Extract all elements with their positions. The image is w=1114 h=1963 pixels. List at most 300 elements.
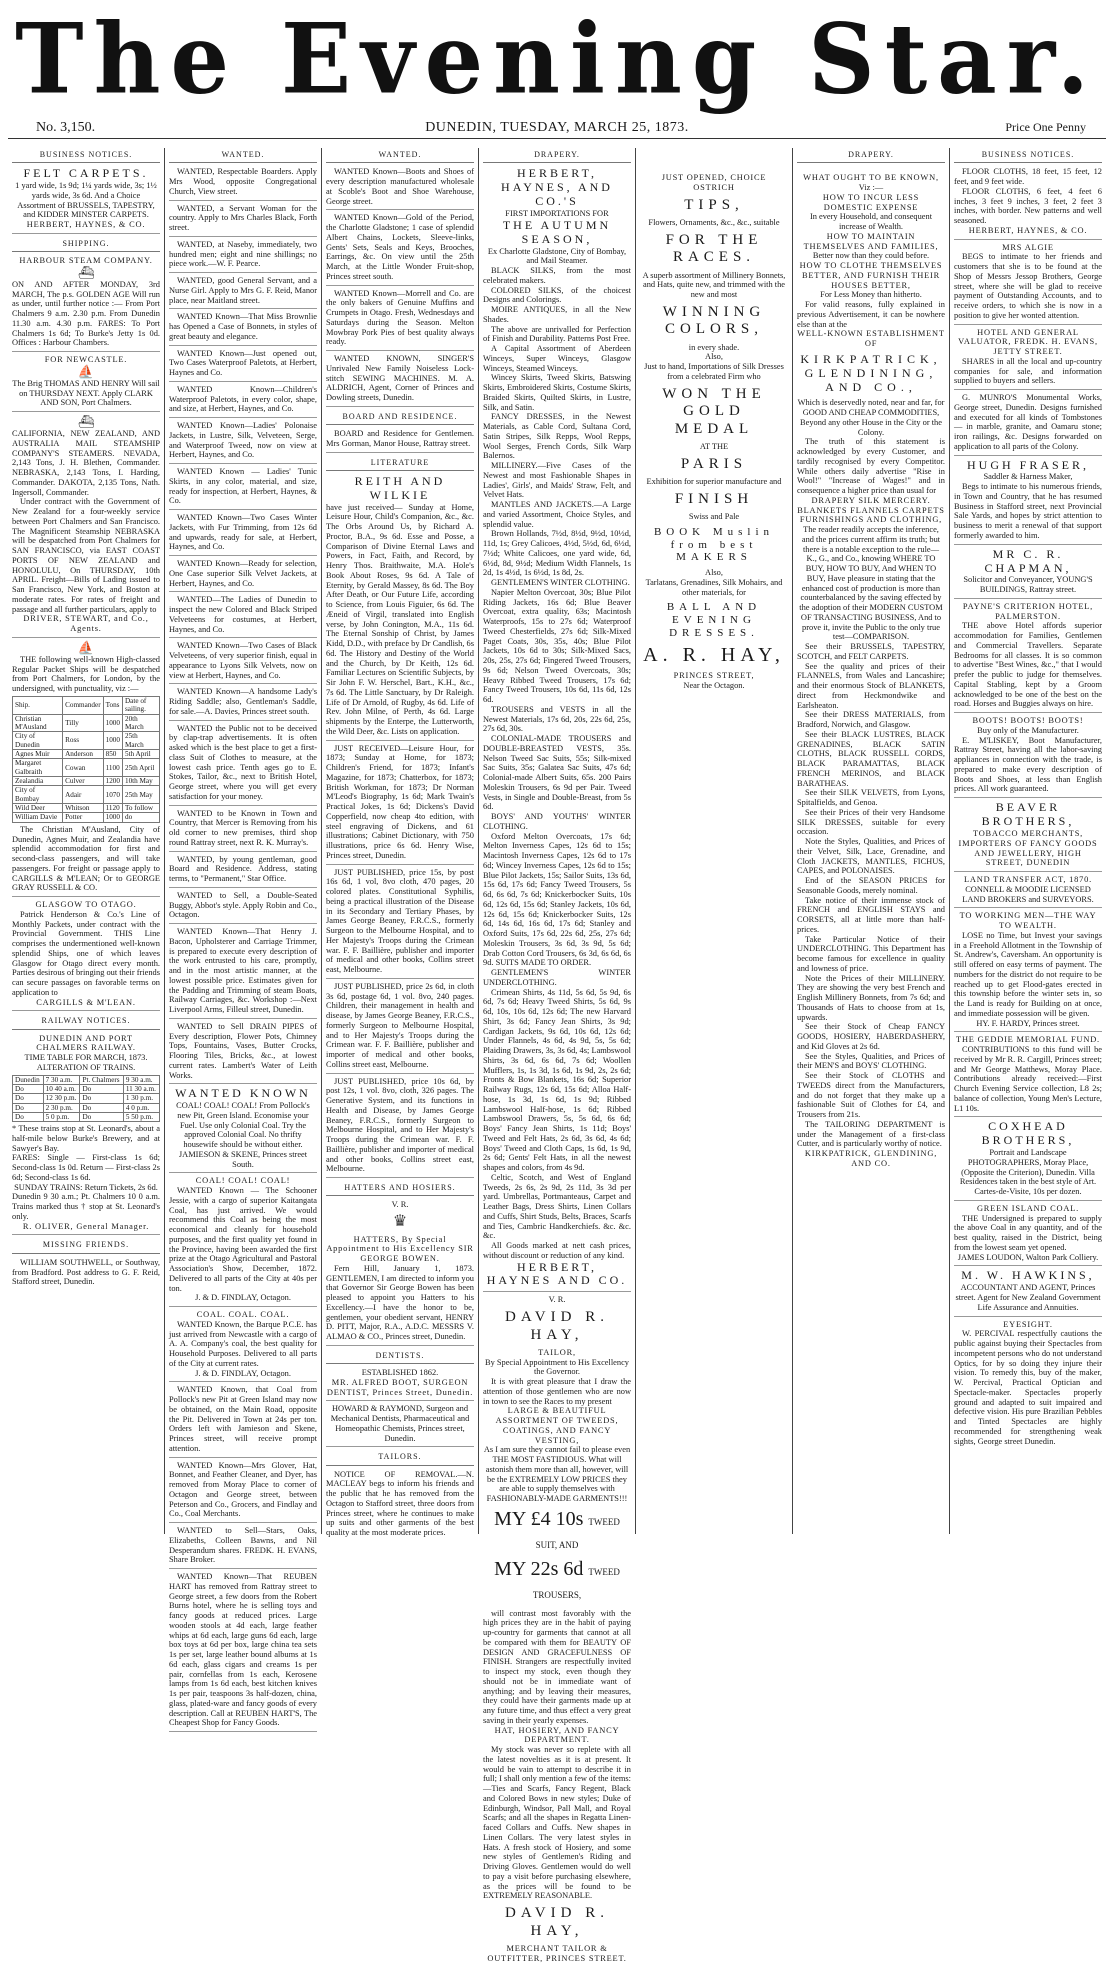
ad-signature: JAMES LOUDON, Walton Park Colliery. xyxy=(957,1252,1099,1262)
ad-body: The Brig THOMAS AND HENRY Will sail on THURSDAY NEXT. Apply CLARK AND SON, Port Chalmers. xyxy=(12,378,160,408)
ad-body-detail: Under contract with the Government of New Zealand for a four-weekly service between Port Chalmers and San Francisco. The Magnificent Steamship NEBRASKA will be despatched from Port Chalmers for SAN FRANCISCO, via EAST COAST PORTS OF NEW ZEALAND and HONOLULU, On THURSDAY, 10th APRIL. Freight—Bills of Lading issued to San Francisco, New York, and Boston at moderate rates. For rates of freight and passage and all further particulars, apply to xyxy=(12,497,160,614)
see-item: See their Prices of their very Handsome SILK DRESSES, suitable for every occasion. xyxy=(797,807,945,837)
ad-heading: WELL-KNOWN ESTABLISHMENT OF xyxy=(797,329,945,349)
ad-body: ON AND AFTER MONDAY, 3rd MARCH, The p.s. GOLDEN AGE Will run as under, until further notice :— From Port Chalmers 9 a.m. 2.30 p.m. From Dunedin 11.30 a.m. 4.30 p.m. FARES: To Port Chalmers 1s 6d; To Burke's Jetty 1s 0d. Offices : Harbour Chambers. xyxy=(12,279,160,348)
column-a-r-hay xyxy=(636,148,793,1534)
ad-title: MR. ALFRED BOOT, SURGEON DENTIST, Princes Street, Dunedin. xyxy=(326,1377,474,1397)
ad-footer: The Christian M'Ausland, City of Dunedin, Agnes Muir, and Zealandia have splendid accommodation for first and second-class passengers, and will take passengers. For freight or passage apply to CARGILLS & M'LEAN; Or to GEORGE GRAY RUSSELL & CO. xyxy=(12,824,160,893)
ad-title: BEAVER BROTHERS, xyxy=(981,800,1075,829)
hotel-valuator-ad xyxy=(954,328,1102,391)
ad-ships: Ex Charlotte Gladstone, City of Bombay, and Mail Steamer. xyxy=(487,246,627,266)
ad-body: W. PERCIVAL respectfully cautions the public against buying their Spectacles from incompetent persons who do not understand Optics, for by so doing they injure their vision. To remedy this, buy of the maker, W. Percival, Practical Optician and Spectacle-maker. Spectacles properly ground and adapted to suit impaired and defective vision. His pure Brazilian Pebbles and Tinted Spectacles are highly recommended for strengthening weak sights, George street Dunedin. xyxy=(954,1329,1102,1446)
railway-ad xyxy=(12,1034,160,1236)
ad-signature: HERBERT, HAYNES, & CO. xyxy=(954,226,1102,240)
ad-title: COXHEAD BROTHERS, xyxy=(981,1119,1075,1148)
ad-title: TO WORKING MEN—THE WAY TO WEALTH. xyxy=(959,911,1097,931)
table-row xyxy=(13,1112,160,1121)
table-cell: 1200 xyxy=(103,777,122,786)
wanted-ad: WANTED, Respectable Boarders. Apply Mrs Wood, opposite Congregational Church, View street. xyxy=(169,167,317,200)
table-cell: 1000 xyxy=(103,732,122,750)
table-header-row xyxy=(13,696,160,714)
table-cell: Do xyxy=(80,1084,123,1093)
tips-heading: TIPS, xyxy=(684,196,744,213)
wanted-ad: WANTED, at Naseby, immediately, two hundred men; eight and nine shillings; no piece work.—W. F. Pearce. xyxy=(169,240,317,273)
wanted-ad: WANTED Known—Ready for selection, One Case superior Silk Velvet Jackets, at Herbert, Haynes, and Co. xyxy=(169,559,317,592)
ad-body: WANTED Known — The Schooner Jessie, with a cargo of superior Kaitangata Coal, has just arrived. We would recommend this Coal as being the most economical and cleanly for household purposes, and the first quality yet found in the Province, having been awarded the first prize at the Otago Agricultural and Pastoral Association's Show, December, 1872. Delivered to all parts of the City at 40s per ton. xyxy=(169,1186,317,1293)
table-cell: 7 30 a.m. xyxy=(43,1075,80,1084)
ad-signature: DRIVER, STEWART, and Co., Agents. xyxy=(23,614,149,634)
hawkins-ad xyxy=(954,1269,1102,1316)
ad-lines xyxy=(483,266,631,1261)
section-heading: WANTED. xyxy=(169,148,317,163)
ad-signature: CARGILLS & M'LEAN. xyxy=(36,997,136,1007)
ad-heading: HOW TO CLOTHE THEMSELVES BETTER, AND FURNISH THEIR HOUSES BETTER, xyxy=(799,261,943,290)
sunday-trains: SUNDAY TRAINS: Return Tickets, 2s 6d. xyxy=(14,1182,158,1192)
table-header: Date of sailing. xyxy=(122,696,159,714)
ad-body: TOBACCO MERCHANTS, IMPORTERS OF FANCY GOODS AND JEWELLERY, HIGH STREET, DUNEDIN xyxy=(958,829,1098,868)
table-cell: Christian M'Ausland xyxy=(13,714,63,732)
ad-line: MOIRE ANTIQUES, in all the New Shades. xyxy=(483,305,631,324)
wanted-list xyxy=(326,167,474,407)
table-cell: Agnes Muir xyxy=(13,750,63,759)
table-row xyxy=(13,1103,160,1112)
ad-body: BEGS to intimate to her friends and customers that she is to be found at the Shop of Messrs Jessop Brothers, George street, where she will be glad to receive payment of Outstanding Accounts, and to receive orders, to which she is now in a position to give her wonted attention. xyxy=(954,252,1102,320)
section-heading: RAILWAY NOTICES. xyxy=(12,1014,160,1029)
ad-title: DAVID R. HAY, xyxy=(505,1309,609,1343)
table-cell: Adair xyxy=(63,786,104,804)
section-heading: BUSINESS NOTICES. xyxy=(12,148,160,163)
ad-address: MERCHANT TAILOR & OUTFITTER, PRINCES STREET. xyxy=(487,1943,627,1963)
dateline xyxy=(8,118,1106,139)
table-cell: 5th April xyxy=(122,750,159,759)
ad-title: LAND TRANSFER ACT, 1870. xyxy=(963,875,1092,885)
steamship-icon: ⛴ xyxy=(77,414,95,430)
wanted-ad: WANTED Known—That Henry J. Bacon, Upholsterer and Carriage Trimmer, is prepared to execute every description of the work entrusted to his care, promptly, and in the most artistic manner, at the lowest possible price. Estimates given for the Padding and Trimming of steam Boats, Railway Carriages, &c. Workshop :—Next Liverpool Arms, Filleul street, Dunedin. xyxy=(169,927,317,1019)
table-row xyxy=(13,804,160,813)
price-item: TWEED TROUSERS, xyxy=(532,1567,620,1601)
wanted-ad: WANTED Known—Boots and Shoes of every description manufactured wholesale at Scoble's Boot and Shoe Warehouse, George street. xyxy=(326,167,474,210)
table-row xyxy=(13,750,160,759)
see-item: See their Stock of Cheap FANCY GOODS, HOSIERY, HABERDASHERY, and Kid Gloves at 2s 6d. xyxy=(797,1022,945,1051)
section-heading: DRAPERY. xyxy=(797,148,945,163)
table-cell: do xyxy=(122,813,159,822)
ad-line: Brown Hollands, 7½d, 8½d, 9½d, 10½d, 11d, 1s; Grey Calicoes, 4½d, 5½d, 6d, 6½d, 7½d; White Calicoes, one yard wide, 6d, 6½d, 8d, 9½d; Medium Width Flannels, 1s 2d, 1s 4½d, 1s 6½d, 1s 8d, 2s. xyxy=(483,529,631,578)
table-cell: 1100 xyxy=(103,759,122,777)
ad-line: Better now than they could before. xyxy=(812,251,930,261)
ad-body: CONNELL & MOODIE LICENSED LAND BROKERS and SURVEYORS. xyxy=(962,884,1094,904)
dentist-ad xyxy=(326,1368,474,1401)
column-business-notices xyxy=(950,148,1106,1534)
ad-line: Wincey Skirts, Tweed Skirts, Batswing Skirts, Embroidered Skirts, Costume Skirts, Braided Skirts, Quilted Skirts, in Lustre, Silk, and Satin. xyxy=(483,373,631,412)
ad-title: HERBERT, HAYNES, AND CO.'S xyxy=(501,166,613,209)
felt-carpets-ad xyxy=(12,167,160,234)
wanted-ad: WANTED to Sell DRAIN PIPES of Every description, Flower Pots, Chimney Tops, Fountains, Vases, Butter Crocks, Flooring Tiles, Bricks, &c., at lowest current rates. Lambert's Water of Leith Works. xyxy=(169,1022,317,1085)
ad-title: M. W. HAWKINS, xyxy=(961,1268,1095,1283)
table-cell: Anderson xyxy=(63,750,104,759)
ad-goods-list: DRAPERY SILK MERCERY. BLANKETS FLANNELS CARPETS FURNISHINGS AND CLOTHING, xyxy=(797,495,945,525)
ad-body: SHARES in all the local and up-country companies for sale, and information supplied to buyers and sellers. xyxy=(954,356,1102,386)
ad-line: BOYS' AND YOUTHS' WINTER CLOTHING. xyxy=(483,812,631,831)
muslin-heading: BOOK Muslin from best MAKERS xyxy=(653,525,775,564)
table-cell: William Davie xyxy=(13,813,63,822)
ad-title: HARBOUR STEAM COMPANY. xyxy=(19,256,153,266)
gold-medal-heading: WON THE GOLD MEDAL xyxy=(662,385,766,437)
ad-body: The reader readily accepts the inference, and the prices current affirm its truth; but there is a notable exception to the rule— K., G., and Co., knowing WHERE TO BUY, HOW TO BUY, And WHEN TO BUY, Have pleasure in stating that the enhanced cost of production is more than counterbalanced by the saving effected by the adoption of their MODERN CUSTOM OF TRANSACTING BUSINESS, And to prove it, invite the Public to the only true test—COMPARISON. xyxy=(799,525,943,642)
ad-line: BLACK SILKS, from the most celebrated makers. xyxy=(483,266,631,285)
ad-line: GENTLEMEN'S WINTER UNDERCLOTHING. xyxy=(483,968,631,987)
see-item: Take Particular Notice of their UNDERCLOTHING. This Department has become famous for excellence in quality and lowness of price. xyxy=(797,934,945,973)
table-cell: Do xyxy=(80,1112,123,1121)
herbert-haynes-ad xyxy=(483,167,631,1292)
table-cell: 10 40 a.m. xyxy=(43,1084,80,1093)
wanted-ad: WANTED Known—Gold of the Period, the Charlotte Gladstone; 1 case of splendid Albert Chains, Lockets, Sleeve-links, Gents' Sets, Seals and Keys, Brooches, Earrings, &c. On view until the 25th March, at the Little Wonder Fruit-shop, Princes street south. xyxy=(326,213,474,285)
wanted-ad: WANTED Known — Ladies' Tunic Skirts, in any color, material, and size, ready for inspection, at Herbert, Haynes, & Co. xyxy=(169,467,317,510)
section-heading: DENTISTS. xyxy=(326,1349,474,1364)
ad-signature: HY. F. HARDY, Princes street. xyxy=(976,1018,1080,1028)
table-cell: 5 0 p.m. xyxy=(43,1112,80,1121)
ad-signature: KIRKPATRICK, GLENDINING, AND CO. xyxy=(804,1149,938,1168)
table-cell: Do xyxy=(13,1094,44,1103)
table-header: Ship. xyxy=(13,696,63,714)
board-ad: BOARD and Residence for Gentlemen. Mrs Gorman, Manor House, Rattray street. xyxy=(326,429,474,453)
floor-cloths-ad: FLOOR CLOTHS, 6 feet, 4 feet 6 inches, 3 feet 9 inches, 3 feet, 2 feet 3 inches, with border. New patterns and well seasoned. xyxy=(954,186,1102,226)
table-cell: Do xyxy=(80,1103,123,1112)
paris-heading: PARIS xyxy=(680,455,748,472)
see-item: See their Stock of CLOTHS and TWEEDS direct from the Manufacturers, and do not forget that they make up a fashionable Suit of Clothes for £4, and Trousers from 21s. xyxy=(797,1071,945,1120)
ad-line: FANCY DRESSES, in the Newest Materials, as Cable Cord, Sultana Cord, Satin Stripes, Silk Repps, Wool Repps, Wool Serges, French Cords, Silk Warp Balernos. xyxy=(483,412,631,461)
ad-body: have just received— Sunday at Home, Leisure Hour, Child's Companion, &c., &c. The Orbs Around Us, by Richard A. Proctor, B.A., 9s 6d. Esse and Posse, a Comparison of Divine Eternal Laws and Powers, in Fact, Faith, and Record, by Henry Thos. Braithwaite, M.A. Hole's Book About Roses, 9s 6d. A Tale of Eternity, by Gerald Massey, 8s 6d. The Boy After Death, or Our Future Life, according to Science, from Louis Figuier, 6s 6d. The Æneid of Virgil, translated into English verse, by John Conington, M.A., 11s 6d. The Eternal Sonship of Christ, by James Kidd, D.D., with preface by Dr Candlish, 6s 6d. The History and Destiny of the World and the Church, by Dr Keith, 12s 6d. Familiar Lectures on Scientific Subjects, by Sir John F. W. Herschel, Bart., K.H., &c., 7s 6d. The Little Sanctuary, by Dr Raleigh. Life of Dr Arnold, of Rugby, 4s 6d. Life of Rev. John Milne, of Perth, 4s 6d. Large shipments by the Enterpe, the Lutterworth, the Wild Deer, &c. Lists on application. xyxy=(326,502,474,736)
price-item: TWEED SUIT, AND xyxy=(535,1516,620,1551)
newspaper-title: The Evening Star. xyxy=(15,2,1099,116)
ad-season: THE AUTUMN SEASON, xyxy=(502,217,612,246)
section-heading: HATTERS AND HOSIERS. xyxy=(326,1181,474,1196)
hatters-ad xyxy=(326,1200,474,1346)
ad-address: PRINCES STREET, xyxy=(673,670,755,680)
table-cell: City of Dunedin xyxy=(13,732,63,750)
ad-line: Viz :— xyxy=(858,183,884,193)
column-drapery-herbert xyxy=(479,148,636,1963)
wanted-ad: WANTED KNOWN, SINGER'S Unrivaled New Family Noiseless Lock-stitch SEWING MACHINES. M. A. ALDRICH, Agent, Corner of Princes and Dowling streets, Dunedin. xyxy=(326,354,474,407)
column-drapery-kirkpatrick xyxy=(793,148,950,1534)
working-men-ad xyxy=(954,911,1102,1032)
david-hay-ad xyxy=(483,1295,631,1963)
wanted-ad: WANTED, by young gentleman, good Board and Residence. Address, stating terms, to "Permanent," Star Office. xyxy=(169,855,317,888)
ad-signature: DAVID R. HAY, xyxy=(505,1905,609,1939)
table-cell: Culver xyxy=(63,777,104,786)
coal-ad xyxy=(169,1087,317,1173)
section-heading: LITERATURE xyxy=(326,456,474,471)
mrs-algie-ad xyxy=(954,243,1102,325)
ad-body: will contrast most favorably with the high prices they are in the habit of paying up-country for garments that cannot at all be compared with them for BEAUTY OF DESIGN AND GRACEFULNESS OF FINISH. Strangers are respectfully invited to inspect my stock, even though they should not be in immediate want of anything; and by leaving their measures, they could have their garments made up at any future time, and thus effect a very great saving in their yearly expenses. xyxy=(483,1608,631,1725)
table-cell: Do xyxy=(80,1094,123,1103)
table-cell: 850 xyxy=(103,750,122,759)
ad-title: FELT CARPETS. xyxy=(23,166,149,181)
ad-title: HATTERS, By Special Appointment to His Excellency SIR GEORGE BOWEN. xyxy=(326,1234,474,1264)
ad-body: 1 yard wide, 1s 9d; 1¼ yards wide, 3s; 1½ yards wide, 3s 6d. And a Choice Assortment of BRUSSELS, TAPESTRY, and KIDDER MINSTER CARPETS. xyxy=(15,181,157,220)
ad-address-note: Near the Octagon. xyxy=(683,680,745,690)
table-cell: 1000 xyxy=(103,714,122,732)
table-cell: Potter xyxy=(63,813,104,822)
ad-firm: KIRKPATRICK, GLENDINING, AND CO., xyxy=(800,351,942,394)
ad-line: Swiss and Pale xyxy=(688,512,740,522)
wanted-ad: WANTED Known—Ladies' Polonaise Jackets, in Lustre, Silk, Velveteen, Serge, and Waterproof Tweed, now on view at Herbert, Haynes, and Co. xyxy=(169,421,317,464)
ad-title: MR C. R. CHAPMAN, xyxy=(984,546,1072,575)
ad-signature: A. R. HAY, xyxy=(643,643,785,666)
see-item: See their DRESS MATERIALS, from Bradford, Norwich, and Glasgow. xyxy=(797,710,945,730)
see-item: Note the Prices of their MILLINERY. They are showing the very best French and English Millinery Bonnets, from 7s 6d; and Thousands of Hats to choose from at 1s, upwards. xyxy=(797,973,945,1022)
land-transfer-ad xyxy=(954,875,1102,908)
beaver-brothers-ad xyxy=(954,801,1102,872)
green-island-coal-ad xyxy=(954,1204,1102,1267)
hugh-fraser-ad xyxy=(954,459,1102,545)
ad-assortment: LARGE & BEAUTIFUL ASSORTMENT OF TWEEDS, COATINGS, AND FANCY VESTING, xyxy=(495,1406,619,1445)
ad-title: BOOTS! BOOTS! BOOTS! xyxy=(972,716,1084,726)
table-cell: 1120 xyxy=(103,804,122,813)
ad-line: For Less Money than hitherto. xyxy=(820,290,922,300)
table-cell: 1 30 p.m. xyxy=(123,1094,159,1103)
steamship-icon: ⛴ xyxy=(77,264,95,280)
table-cell: To follow xyxy=(122,804,159,813)
missing-friends-ad: WILLIAM SOUTHWELL, or Southway, from Bradford. Post address to G. F. Reid, Stafford street, Dunedin. xyxy=(12,1257,160,1287)
table-row xyxy=(13,732,160,750)
ad-line: COLORED SILKS, of the choicest Designs and Colorings. xyxy=(483,285,631,305)
ad-signature: R. OLIVER, General Manager. xyxy=(22,1221,150,1231)
see-item: Note the Styles, Qualities, and Prices of their Velvet, Silk, Lace, Grenadine, and Cloth JACKETS, MANTLES, FICHUS, CAPES, and POLONAISES. xyxy=(797,837,945,876)
ad-department: HAT, HOSIERY, AND FANCY DEPARTMENT. xyxy=(494,1725,620,1745)
ad-heading: HOW TO MAINTAIN THEMSELVES AND FAMILIES, xyxy=(803,231,939,251)
ad-line: A superb assortment of Millinery Bonnets, and Hats, quite new, and trimmed with the new and most xyxy=(642,270,786,300)
established: ESTABLISHED 1862. xyxy=(361,1368,439,1378)
train-table xyxy=(12,1075,160,1123)
ad-body: E. M'LISKEY, Boot Manufacturer, Rattray Street, having all the labor-saving appliances in connection with the trade, is prepared to make every description of Boots and Shoes, at less than English prices. All work guaranteed. xyxy=(954,735,1102,794)
wanted-ad: WANTED to Sell—Stars, Oaks, Elizabeths, Colleen Bawns, and Nil Desperandum shares. FREDK. H. EVANS, Share Broker. xyxy=(169,1526,317,1569)
ad-title: COAL! COAL! COAL! xyxy=(195,1176,291,1186)
ad-body: Begs to intimate to his numerous friends, in Town and Country, that he has resumed Business in Stafford street, next Provincial Sale Yards, and hopes by strict attention to business to merit a renewal of that support formerly awarded to him. xyxy=(954,482,1102,540)
ad-line: All Goods marked at nett cash prices, without discount or reduction of any kind. xyxy=(483,1241,631,1260)
table-cell: 9 30 a.m. xyxy=(123,1075,159,1084)
ad-line: Oxford Melton Overcoats, 17s 6d; Melton Inverness Capes, 12s 6d to 15s; Macintosh Inverness Capes, 12s 6d to 17s 6d; Wincey Inverness Capes, 12s 6d to 15s; Blue Pilot Jackets, 15s; Sailor Suits, 13s 6d, 15s 6d, 17s 6d; Fancy Tweed Trousers, 5s 6d, 6s 6d, 7s 6d; Knickerbocker Suits, 10s 6d, 12s 6d, 15s 6d; Stanley Jackets, 10s 6d, 12s 6d, 15s 6d; Knickerbocker Suits, 12s 6d, 14s 6d, 16s 6d, 17s 6d; Stanley and Oxford Suits, 17s 6d, 22s 6d, 25s, 27s 6d; Moleskin Trousers, 3s 6d, 3s 9d, 5s 6d; Drab Cotton Cord Trousers, 6s 3d, 6s 6d, 6s 9d. SUITS MADE TO ORDER. xyxy=(483,831,631,968)
ad-line: Also, xyxy=(705,568,723,578)
ad-line: Also, xyxy=(705,352,723,362)
table-cell: Whitson xyxy=(63,804,104,813)
ball-heading: BALL AND EVENING DRESSES. xyxy=(666,601,762,639)
ad-body: Patrick Henderson & Co.'s Line of Monthly Packets, under contract with the Provincial Government. THIS Line comprises the undermentioned well-known splendid Ships, one of which leaves Glasgow for Otago direct every month. Parties desirous of bringing out their friends can secure passages on favorable terms on application to xyxy=(12,909,160,997)
wanted-ad: WANTED to Sell, a Double-Seated Buggy, Abbot's style. Apply Robin and Co., Octagon. xyxy=(169,891,317,924)
california-mail-ad xyxy=(12,415,160,638)
just-published-ad: JUST PUBLISHED, price 15s, by post 16s 6d, 1 vol, 8vo cloth, 470 pages, 20 colored plates. Constitutional Syphilis, being a practical illustration of the Disease in its Secondary and Tertiary Phases, by James George Beaney, F.R.C.S., formerly Surgeon to the Melbourne Hospital, and to Her Majesty's Troops during the Crimean war. F. F. Baillière, publisher and importer of medical and other books, Collins street east, Melbourne. xyxy=(326,868,474,979)
see-item: See the Styles, Qualities, and Prices of their MEN'S and BOYS' CLOTHING. xyxy=(797,1051,945,1071)
ad-line: Napier Melton Overcoat, 30s; Blue Pilot Riding Jackets, 16s 6d; Blue Beaver Overcoat, extra quality, 63s; Macintosh Waterproofs, 15s to 27s 6d; Waterproof Tweed Chesterfields, 27s 6d; Silk-Mixed Paget Coats, 30s, 35s, 40s; Blue Pilot Jackets, 10s 6d to 30s; Silk-Mixed Sacs, 20s, 25s, 27s 6d; Fingered Tweed Trousers, 9s 6d; Nelson Tweed Overcoats, 30s; Heavy Ribbed Tweed Trousers, 17s 6d; Fancy Tweed Trousers, 10s 6d, 11s 6d, 12s 6d. xyxy=(483,587,631,705)
section-heading: DRAPERY. xyxy=(483,148,631,163)
table-cell: Tilly xyxy=(63,714,104,732)
newcastle-ad xyxy=(12,355,160,412)
coxhead-ad xyxy=(954,1120,1102,1201)
table-cell: Do xyxy=(13,1103,44,1112)
howard-raymond-ad: HOWARD & RAYMOND, Surgeon and Mechanical Dentists, Pharmaceutical and Homeopathic Chemists, Princes street, Dunedin. xyxy=(326,1404,474,1447)
table-header: Commander xyxy=(63,696,104,714)
ad-body: Solicitor and Conveyancer, YOUNG'S BUILDINGS, Rattray street. xyxy=(963,575,1093,595)
table-row xyxy=(13,1084,160,1093)
table-cell: Margaret Galbraith xyxy=(13,759,63,777)
ad-signature: J. & D. FINDLAY, Octagon. xyxy=(195,1293,291,1303)
wanted-ad: WANTED Known—Two Cases of Black Velveteens, of very superior finish, equal in appearance to Lyons Silk Velvets, now on view at Herbert, Haynes, and Co. xyxy=(169,641,317,684)
ad-body: The truth of this statement is acknowledged by every Customer, and tardily recognised by every Competitor. While others daily advertise "Rise in Wool!" "Increase of Wages!" and in consequence a higher price than usual for xyxy=(797,437,945,496)
ad-title: DUNEDIN AND PORT CHALMERS RAILWAY. xyxy=(36,1033,136,1053)
ad-title: REITH AND WILKIE xyxy=(354,473,446,502)
just-published-ad: JUST PUBLISHED, price 2s 6d, in cloth 3s 6d, postage 6d, 1 vol. 8vo, 240 pages. Children, their management in health and disease, by James George Beaney, F.R.C.S., formerly Surgeon to Melbourne Hospital, and to Her Majesty's Troops during the Crimean war. F. F. Baillière, publisher and importer of medical and other books, Collins street east, Melbourne. xyxy=(326,982,474,1074)
ad-title: GREEN ISLAND COAL. xyxy=(976,1203,1080,1213)
price-prefix: MY xyxy=(494,1507,526,1530)
ad-line: Crimean Shirts, 4s 11d, 5s 6d, 5s 9d, 6s 6d, 7s 6d; Heavy Tweed Shirts, 5s 6d, 9s 6d, 10s, 10s 6d, 12s 6d; The new Harvard Shirt, 3s 6d; Fancy Jean Shirts, 3s 9d; Cardigan Jackets, 9s 6d, 10s 6d, 12s 6d; Under Flannels, 4s 6d, 4s 9d, 5s, 5s 6d; Plaiding Drawers, 3s, 3s 6d, 4s; Lambswool Shirts, 3s 6d, 6s 6d, 7s 6d; Woollen Mufflers, 1s, 1s 3d, 1s 6d, 1s 9d, 2s, 2s 6d; Fronts & Bow Blankets, 16s 6d; Superior Railway Rugs, 12s 6d, 15s 6d; Alloa Half-hose, 1s 3d, 1s 6d, 1s 9d; Ribbed Lambswool Half-hose, 1s 6d; Ribbed Lambswool Drawers, 5s, 5s 6d, 6s 6d; Boys' Fancy Jean Shirts, 1s 11d; Boys' Tweed and Felt Hats, 2s 6d, 3s 6d, 4s 6d; Boys' Tweed and Cloth Caps, 1s 6d, 1s 9d, 2s 6d; Gents' Felt Hats, in all the newest shapes and colors, from 4s 9d. xyxy=(483,987,631,1173)
suit-price xyxy=(483,1508,631,1554)
wanted-ad: WANTED—The Ladies of Dunedin to inspect the new Colored and Black Striped Velveteens for costumes, at Herbert, Haynes, and Co. xyxy=(169,595,317,638)
wanted-ad: WANTED the Public not to be deceived by clap-trap advertisements. It is often asked which is the best place to get a first-class Suit of Clothes to measure, at the lowest cash price. Tenth ages go to E. Stokes, Tailor, &c., next to British Hotel, George street, where you will get every satisfaction for your money. xyxy=(169,724,317,806)
timetable-subtitle: ALTERATION OF TRAINS. xyxy=(36,1062,136,1072)
ad-trade: TAILOR, xyxy=(538,1347,576,1357)
see-item: End of the SEASON PRICES for Seasonable Goods, merely nominal. xyxy=(797,876,945,895)
ad-title: EYESIGHT. xyxy=(1003,1319,1053,1329)
ad-appointment: By Special Appointment to His Excellency the Governor. xyxy=(485,1357,629,1377)
ad-title: WANTED KNOWN xyxy=(175,1086,311,1101)
wanted-ad: WANTED Known—A handsome Lady's Riding Saddle; also, Gentleman's Saddle, for sale.—A. Davies, Princes street south. xyxy=(169,687,317,720)
wanted-ad: WANTED Known—Two Cases Winter Jackets, with Fur Trimming, from 12s 6d and upwards, ready for sale, at Herbert, Haynes, and Co. xyxy=(169,513,317,556)
ad-title: MRS ALGIE xyxy=(1002,242,1054,252)
see-item: Take notice of their immense stock of FRENCH and ENGLISH STAYS and CORSETS, all at little more than half-prices. xyxy=(797,895,945,934)
geddie-fund-ad xyxy=(954,1035,1102,1117)
section-heading: MISSING FRIENDS. xyxy=(12,1238,160,1253)
ad-subtitle: FIRST IMPORTATIONS FOR xyxy=(505,208,609,218)
table-cell: Cowan xyxy=(63,759,104,777)
section-heading: SHIPPING. xyxy=(12,237,160,252)
table-row xyxy=(13,813,160,822)
coal-ad: WANTED Known, that Coal from Pollock's new Pit at Green Island may now be obtained, on the Main Road, opposite the Pit. Delivered in Town at 24s per ton. Orders left with Jamieson and Skene, Princes street, will receive prompt attention. xyxy=(169,1385,317,1457)
table-cell: Dunedin xyxy=(13,1075,44,1084)
table-header: Tons xyxy=(103,696,122,714)
ad-title: GLASGOW TO OTAGO. xyxy=(35,900,137,909)
ad-line: in every shade. xyxy=(688,342,740,352)
races-heading: FOR THE RACES. xyxy=(665,231,763,266)
ad-line: Just to hand, Importations of Silk Dresses from a celebrated Firm who xyxy=(644,362,784,381)
table-cell: 25th March xyxy=(122,732,159,750)
floor-cloths-ad: FLOOR CLOTHS, 18 feet, 15 feet, 12 feet, and 9 feet wide. xyxy=(954,167,1102,187)
column-wanted-literature xyxy=(322,148,479,1538)
table-row xyxy=(13,714,160,732)
table-cell: Pt. Chalmers xyxy=(80,1075,123,1084)
table-cell: City of Bombay xyxy=(13,786,63,804)
munro-ad: G. MUNRO'S Monumental Works, George street, Dunedin. Designs furnished and executed for all kinds of Tombstones — in marble, granite, and Oamaru stone; iron railings, &c. Designs forwarded on application to all parts of the Colony. xyxy=(954,393,1102,456)
see-item: See their SILK VELVETS, from Lyons, Spitalfields, and Genoa. xyxy=(797,788,945,808)
ad-body: Portrait and Landscape PHOTOGRAPHERS, Moray Place, (Opposite the Criterion), Dunedin. Villa Residences taken in the best style of Art. Cartes-de-Visite, 10s per dozen. xyxy=(959,1148,1097,1197)
ad-line: Tarlatans, Grenadines, Silk Mohairs, and other materials, for xyxy=(645,577,783,597)
ad-line: COLONIAL-MADE TROUSERS and DOUBLE-BREASTED VESTS, 35s. Nelson Tweed Sac Suits, 55s; Silk-mixed Sac Suits, 35s; Galatea Sac Suits, 47s 6d; Colonial-made Albert Suits, 65s. 200 Pairs Moleskin Trousers, 6s 9d per Pair. Tweed Vests, in Single and Double-Breast, from 5s 6d. xyxy=(483,734,631,812)
issue-date: DUNEDIN, TUESDAY, MARCH 25, 1873. xyxy=(425,120,689,135)
winning-colors-heading: WINNING COLORS, xyxy=(662,303,766,338)
column-business-shipping xyxy=(8,148,165,1534)
ad-line: Celtic, Scotch, and West of England Tweeds, 2s 6s, 2s 9d, 2s 11d, 3s 3d per yard. Umbrellas, Portmanteaus, Carpet and Leather Bags, Dress Shirts, Linen Collars and Cuffs, Shirt Studs, Belts, Braces, Scarfs and Ties, Cambric Handkerchiefs. &c. &c. &c. xyxy=(483,1172,631,1241)
table-cell: Do xyxy=(13,1112,44,1121)
ad-line: GENTLEMEN'S WINTER CLOTHING. xyxy=(491,578,630,588)
table-cell: 25th May xyxy=(122,786,159,804)
table-cell: 25th April xyxy=(122,759,159,777)
ad-line: A Capital Assortment of Aberdeen Winceys, Super Winceys, Glasgow Winceys, Steamed Winceys. xyxy=(483,344,631,373)
ad-title: HUGH FRASER, xyxy=(966,457,1089,472)
ad-body: CONTRIBUTIONS to this fund will be received by Mr R. R. Cargill, Princes street; and Mr George Matthews, Moray Place. Contributions already received:—First Church Evening Service collection, L8 2s; balance of collection, Young Men's Lecture, L1 10s. xyxy=(954,1045,1102,1113)
wanted-list xyxy=(169,167,317,1084)
see-list xyxy=(797,642,945,1120)
train-note: * These trains stop at St. Leonard's, about a half-mile below Burke's Brewery, and at Sawyer's Bay. xyxy=(12,1124,160,1153)
price-prefix: MY xyxy=(494,1558,526,1581)
wanted-ad: WANTED Known—Morrell and Co. are the only bakers of Genuine Muffins and Crumpets in Otago. Fresh, Wednesdays and Saturdays during the Season. Melton Mowbray Pork Pies of best quality always ready. xyxy=(326,289,474,352)
table-cell: 4 0 p.m. xyxy=(123,1103,159,1112)
table-row xyxy=(13,777,160,786)
packet-ships-ad xyxy=(12,641,160,897)
finish-heading: FINISH xyxy=(674,490,754,507)
ad-body: For valid reasons, fully explained in previous Advertisement, it can be nowhere else than at the xyxy=(797,300,945,329)
ad-line: MILLINERY.—Five Cases of the Newest and most Fashionable Shapes in Ladies', Girls', and Maids' Straw, Felt, and Velvet Hats. xyxy=(483,461,631,500)
column-wanted xyxy=(165,148,322,1728)
issue-price: Price One Penny xyxy=(1005,120,1086,134)
table-cell: Ross xyxy=(63,732,104,750)
royal-cipher: V. R. xyxy=(391,1200,409,1210)
see-item: See their BRUSSELS, TAPESTRY, SCOTCH, and FELT CARPETS. xyxy=(797,642,945,661)
packet-ship-table xyxy=(12,696,160,823)
chapman-ad xyxy=(954,548,1102,599)
masthead xyxy=(0,0,1114,118)
glasgow-otago-ad xyxy=(12,900,160,1011)
section-heading: BUSINESS NOTICES. xyxy=(954,148,1102,163)
ad-title: WHAT OUGHT TO BE KNOWN, xyxy=(803,173,939,183)
table-cell: 1000 xyxy=(103,813,122,822)
ad-line: AT THE xyxy=(699,441,729,451)
wanted-ad: WANTED Known—Just opened out, Two Cases Waterproof Paletots, at Herbert, Haynes and Co. xyxy=(169,349,317,382)
table-cell: 12 30 p.m. xyxy=(43,1094,80,1103)
wanted-ad: WANTED, a Servant Woman for the country. Apply to Mrs Charles Black, Forth street. xyxy=(169,204,317,237)
just-published-ad: JUST PUBLISHED, price 10s 6d, by post 12s, 1 vol. 8vo, cloth, 326 pages. The Generative System, and its functions in Health and Disease, by James George Beaney, F.R.C.S., formerly Surgeon to Melbourne Hospital, and to Her Majesty's Troops during the Crimean war. F. F. Baillière, publisher and importer of medical and other books, Collins street east, Melbourne. xyxy=(326,1077,474,1179)
trousers-price xyxy=(483,1558,631,1604)
ad-trade: Saddler & Harness Maker, xyxy=(983,472,1073,482)
ad-signature: HERBERT, HAYNES AND CO. xyxy=(486,1259,628,1288)
ad-heading: HOW TO INCUR LESS DOMESTIC EXPENSE xyxy=(822,192,920,212)
royal-crest-icon: ♛ xyxy=(392,1213,408,1231)
reith-wilkie-ad xyxy=(326,475,474,741)
ad-line: Exhibition for superior manufacture and xyxy=(646,477,782,487)
ad-body: CALIFORNIA, NEW ZEALAND, AND AUSTRALIA MAIL STEAMSHIP COMPANY'S STEAMERS. NEVADA, 2,143 Tons, J. H. Blethen, Commander. NEBRASKA, 2,143 Tons, I. Harding, Commander. DAKOTA, 2,135 Tons, Nath. Ingersoll, Commander. xyxy=(12,429,160,497)
table-cell: 5 50 p.m. xyxy=(123,1112,159,1121)
wanted-ad: WANTED, good General Servant, and a Nurse Girl. Apply to Mrs G. F. Reid, Manor place, near Maitland street. xyxy=(169,276,317,309)
coal-ad xyxy=(169,1176,317,1307)
ad-body: My stock was never so replete with all the latest novelties as it is at present. It would be vain to attempt to describe it in full; I shall only mention a few of the items:—Ties and Scarfs, Fancy Regent, Black and Colored Bows in new styles; Duke of Edinburgh, Windsor, Pall Mall, and Royal Scarfs; and all the shapes in Regatta Linen-faced Collars and Cuffs. New shapes in Linen Collars. The very latest styles in Hats. A fresh stock of Hosiery, and some new styles of Gentlemen's Riding and Driving Gloves. Gentlemen would do well to pay a visit before purchasing elsewhere, as the prices will be found to be EXTREMELY REASONABLE. xyxy=(483,1745,631,1901)
ad-body: As I am sure they cannot fail to please even THE MOST FASTIDIOUS. What will astonish them more than all, however, will be the EXTREMELY LOW PRICES they are able to supply themselves with FASHIONABLY-MADE GARMENTS!!! xyxy=(483,1445,631,1504)
ad-body: ACCOUNTANT AND AGENT, Princes street. Agent for New Zealand Government Life Assurance and Annuities. xyxy=(955,1283,1101,1312)
table-cell: 10th May xyxy=(122,777,159,786)
table-row xyxy=(13,786,160,804)
table-body xyxy=(13,714,160,822)
royal-cipher: V. R. xyxy=(548,1295,566,1305)
ad-line: In every Household, and consequent increase of Wealth. xyxy=(809,212,933,232)
boots-ad xyxy=(954,716,1102,798)
tailoring-note: The TAILORING DEPARTMENT is under the Management of a first-class Cutter, and is particularly worthy of notice. xyxy=(797,1119,945,1149)
table-row xyxy=(13,1075,160,1084)
table-cell: Zealandia xyxy=(13,777,63,786)
table-cell: 11 30 a.m. xyxy=(123,1084,159,1093)
timetable-title: TIME TABLE FOR MARCH, 1873. xyxy=(24,1053,148,1063)
ad-body: COAL! COAL! COAL! From Pollock's new Pit, Green Island. Economise your Fuel. Use only Colonial Coal. Try the approved Colonial Coal. No thrifty housewife should be without either. JAMIESON & SKENE, Princes street South. xyxy=(176,1101,310,1169)
ad-body: WANTED Known, the Barque P.C.E. has just arrived from Newcastle with a cargo of A. A. Company's coal, the best quality for Household Purposes. Delivered to all parts of the City at current rates. xyxy=(169,1319,317,1368)
sailing-ship-icon: ⛵ xyxy=(77,363,95,379)
price-value: 22s 6d xyxy=(530,1558,584,1581)
ad-body: Which is deservedly noted, near and far, for GOOD AND CHEAP COMMODITIES, Beyond any other House in the City or the Colony. xyxy=(797,398,945,437)
table-cell: 2 30 p.m. xyxy=(43,1103,80,1112)
